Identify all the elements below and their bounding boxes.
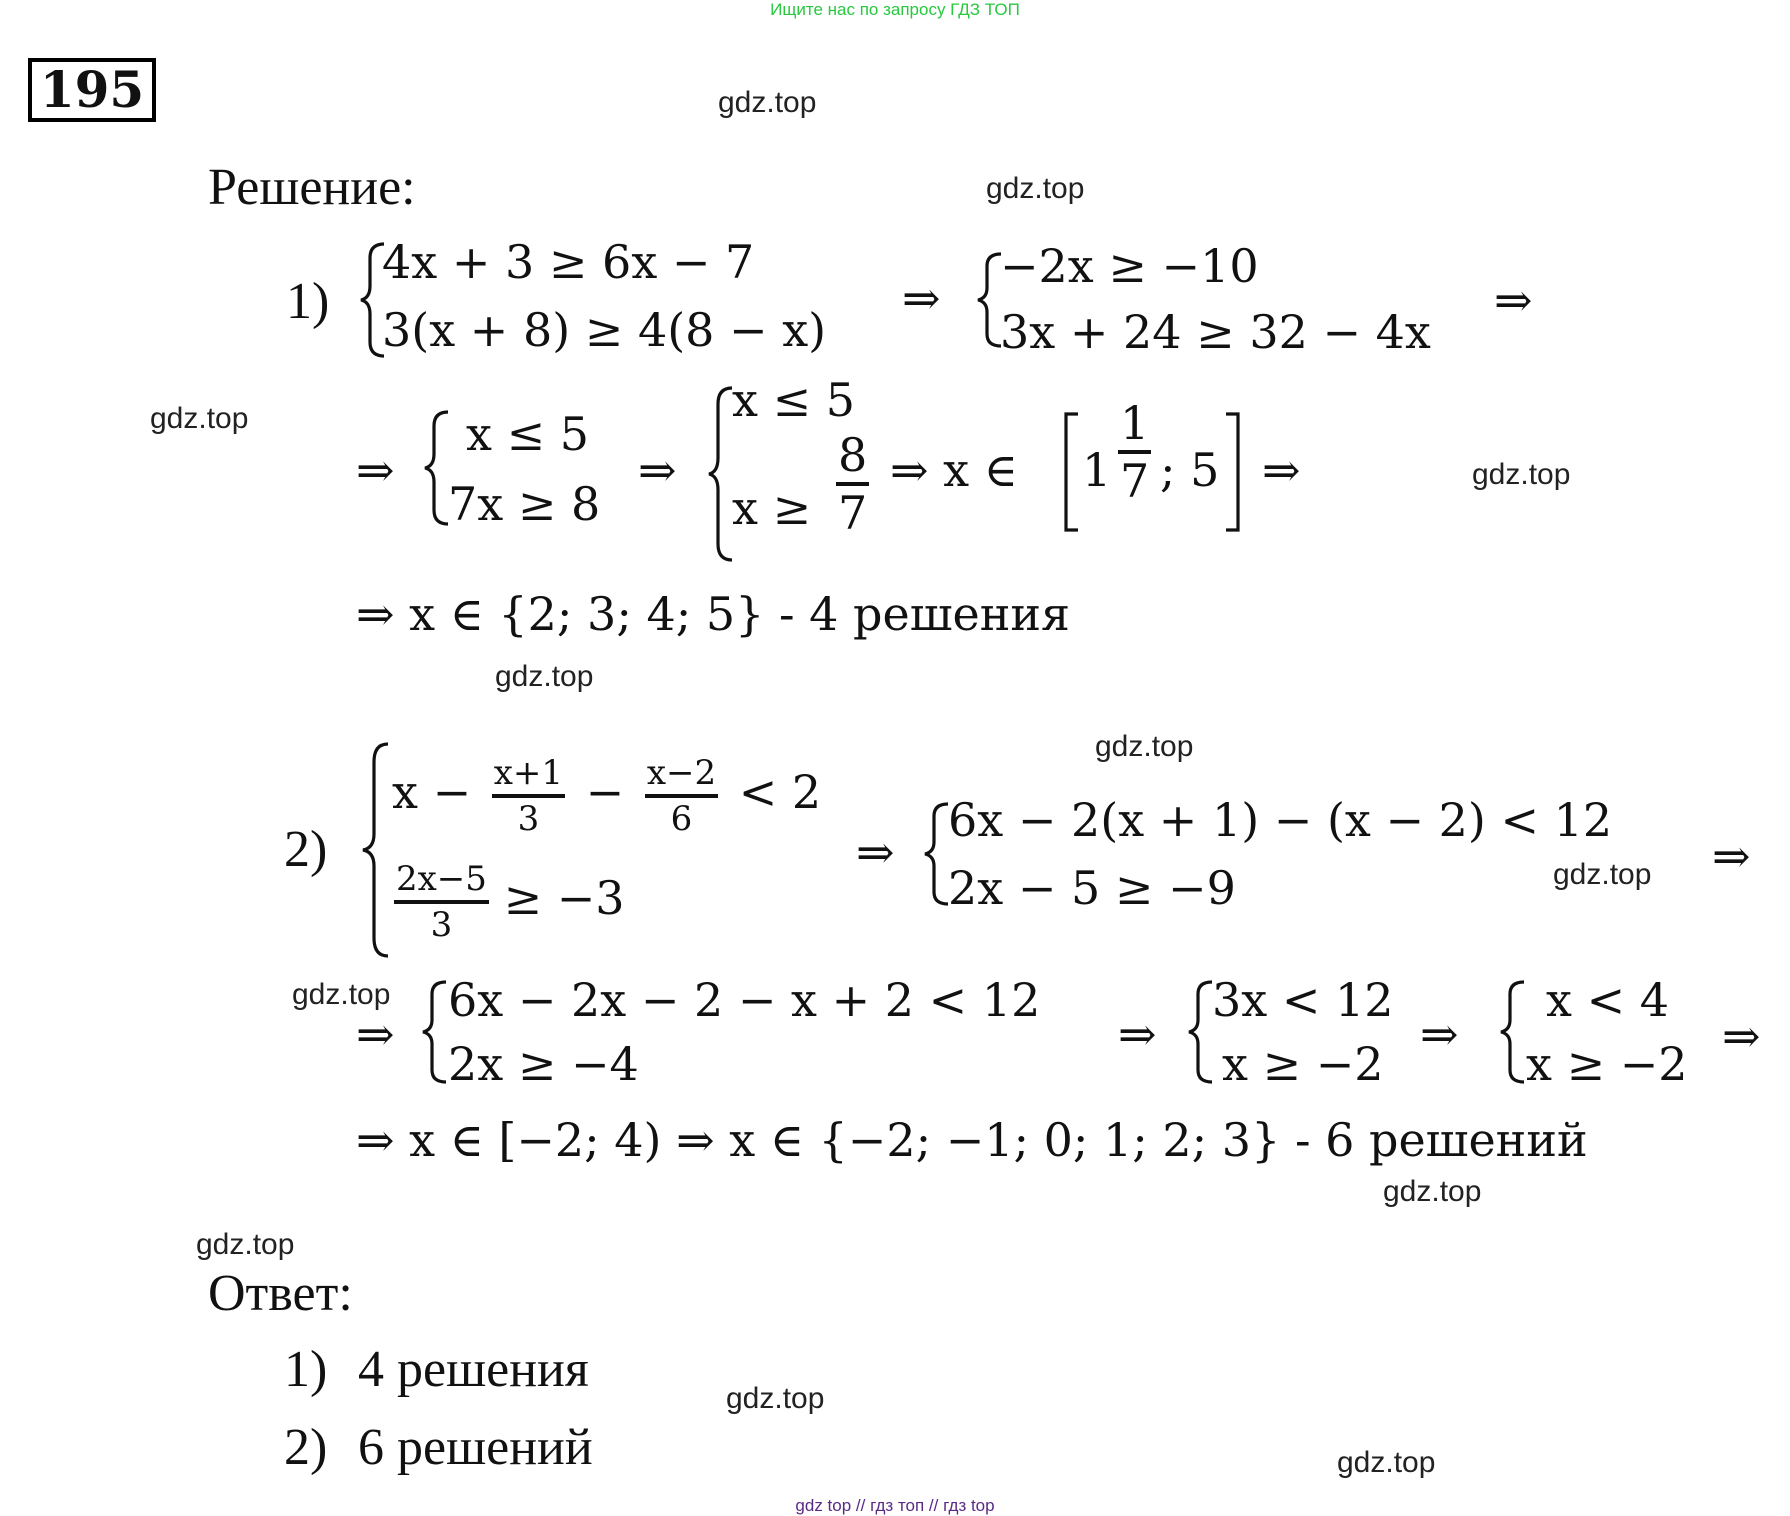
frac-denominator: 6 <box>670 799 693 839</box>
p2-rel: < 2 <box>738 765 822 819</box>
p1-interval-prefix: ⇒ x ∈ <box>890 443 1018 497</box>
part2-label: 2) <box>284 821 328 878</box>
p2-result: ⇒ x ∈ [−2; 4) ⇒ x ∈ {−2; −1; 0; 1; 2; 3} - 6 решений <box>356 1113 1588 1167</box>
watermark: gdz.top <box>196 1228 295 1261</box>
implies-arrow: ⇒ <box>638 443 677 497</box>
p1-interval-end: ; 5 <box>1160 443 1220 497</box>
p1-sys1-line2: 3(x + 8) ≥ 4(8 − x) <box>382 303 827 357</box>
frac-numerator: x−2 <box>645 756 718 798</box>
part1-label: 1) <box>286 273 330 330</box>
implies-arrow: ⇒ <box>1420 1007 1459 1061</box>
watermark: gdz.top <box>726 1382 825 1415</box>
bottom-banner: gdz top // гдз топ // гдз top <box>795 1496 995 1515</box>
watermark: gdz.top <box>1553 858 1652 891</box>
watermark: gdz.top <box>986 172 1085 205</box>
p2-sys2-line2: 2x − 5 ≥ −9 <box>948 861 1236 915</box>
brace-icon <box>1498 978 1528 1086</box>
p1-sys4-line2: x ≥ <box>732 481 812 535</box>
implies-arrow: ⇒ <box>1712 829 1751 883</box>
watermark: gdz.top <box>1337 1446 1436 1479</box>
brace-icon <box>360 740 392 960</box>
p1-sys3-line1: x ≤ 5 <box>466 407 589 461</box>
watermark: gdz.top <box>1472 458 1571 491</box>
p2-sys3-line2: 2x ≥ −4 <box>448 1037 639 1091</box>
frac-numerator: 2x−5 <box>394 862 489 904</box>
frac-8-7 <box>836 428 869 540</box>
p2-sys4-line2: x ≥ −2 <box>1222 1037 1384 1091</box>
implies-arrow: ⇒ <box>1262 443 1301 497</box>
implies-arrow: ⇒ <box>1118 1007 1157 1061</box>
p2-sys2-line1: 6x − 2(x + 1) − (x − 2) < 12 <box>948 793 1613 847</box>
brace-icon <box>420 978 450 1086</box>
watermark: gdz.top <box>292 978 391 1011</box>
p2-sys1-line2 <box>394 859 625 945</box>
task-number: 195 <box>28 58 156 122</box>
p1-mixed-whole: 1 <box>1082 443 1112 497</box>
implies-arrow: ⇒ <box>1494 273 1533 327</box>
p2-op: − <box>585 765 625 819</box>
left-bracket-icon <box>1060 410 1082 534</box>
p2-sys5-line2: x ≥ −2 <box>1526 1037 1688 1091</box>
answer-2-label: 2) <box>284 1419 328 1476</box>
frac-denominator: 3 <box>430 905 453 945</box>
implies-arrow: ⇒ <box>856 825 895 879</box>
implies-arrow: ⇒ <box>356 1007 395 1061</box>
answer-1-label: 1) <box>284 1341 328 1398</box>
frac-denominator: 7 <box>1120 454 1150 508</box>
answer-1-text: 4 решения <box>358 1341 589 1398</box>
watermark: gdz.top <box>1383 1175 1482 1208</box>
top-banner: Ищите нас по запросу ГДЗ ТОП <box>770 0 1020 19</box>
p1-sys1-line1: 4x + 3 ≥ 6x − 7 <box>382 235 755 289</box>
p2-sys4-line1: 3x < 12 <box>1212 973 1394 1027</box>
frac-numerator: x+1 <box>492 756 565 798</box>
frac-denominator: 3 <box>517 799 540 839</box>
p1-sys2-line1: −2x ≥ −10 <box>1000 239 1259 293</box>
p1-result: ⇒ x ∈ {2; 3; 4; 5} - 4 решения <box>356 587 1071 641</box>
implies-arrow: ⇒ <box>902 271 941 325</box>
p2-sys1-line1 <box>392 753 822 839</box>
answer-heading: Ответ: <box>208 1265 353 1322</box>
p2-term-a: x − <box>392 765 472 819</box>
p1-sys2-line2: 3x + 24 ≥ 32 − 4x <box>1000 305 1431 359</box>
p1-sys3-line2: 7x ≥ 8 <box>448 477 601 531</box>
p1-sys4-line1: x ≤ 5 <box>732 373 855 427</box>
watermark: gdz.top <box>495 660 594 693</box>
frac-numerator: 1 <box>1118 400 1151 454</box>
frac-numerator: 8 <box>836 432 869 486</box>
mixed-fraction <box>1118 396 1151 508</box>
answer-2-text: 6 решений <box>358 1419 593 1476</box>
watermark: gdz.top <box>150 402 249 435</box>
watermark: gdz.top <box>1095 730 1194 763</box>
p2-sys5-line1: x < 4 <box>1546 973 1669 1027</box>
solution-heading: Решение: <box>208 159 416 216</box>
right-bracket-icon <box>1222 410 1244 534</box>
implies-arrow: ⇒ <box>356 443 395 497</box>
p2-rel2: ≥ −3 <box>503 871 625 925</box>
implies-arrow: ⇒ <box>1722 1009 1761 1063</box>
watermark: gdz.top <box>718 86 817 119</box>
frac-denominator: 7 <box>838 486 868 540</box>
p2-sys3-line1: 6x − 2x − 2 − x + 2 < 12 <box>448 973 1041 1027</box>
